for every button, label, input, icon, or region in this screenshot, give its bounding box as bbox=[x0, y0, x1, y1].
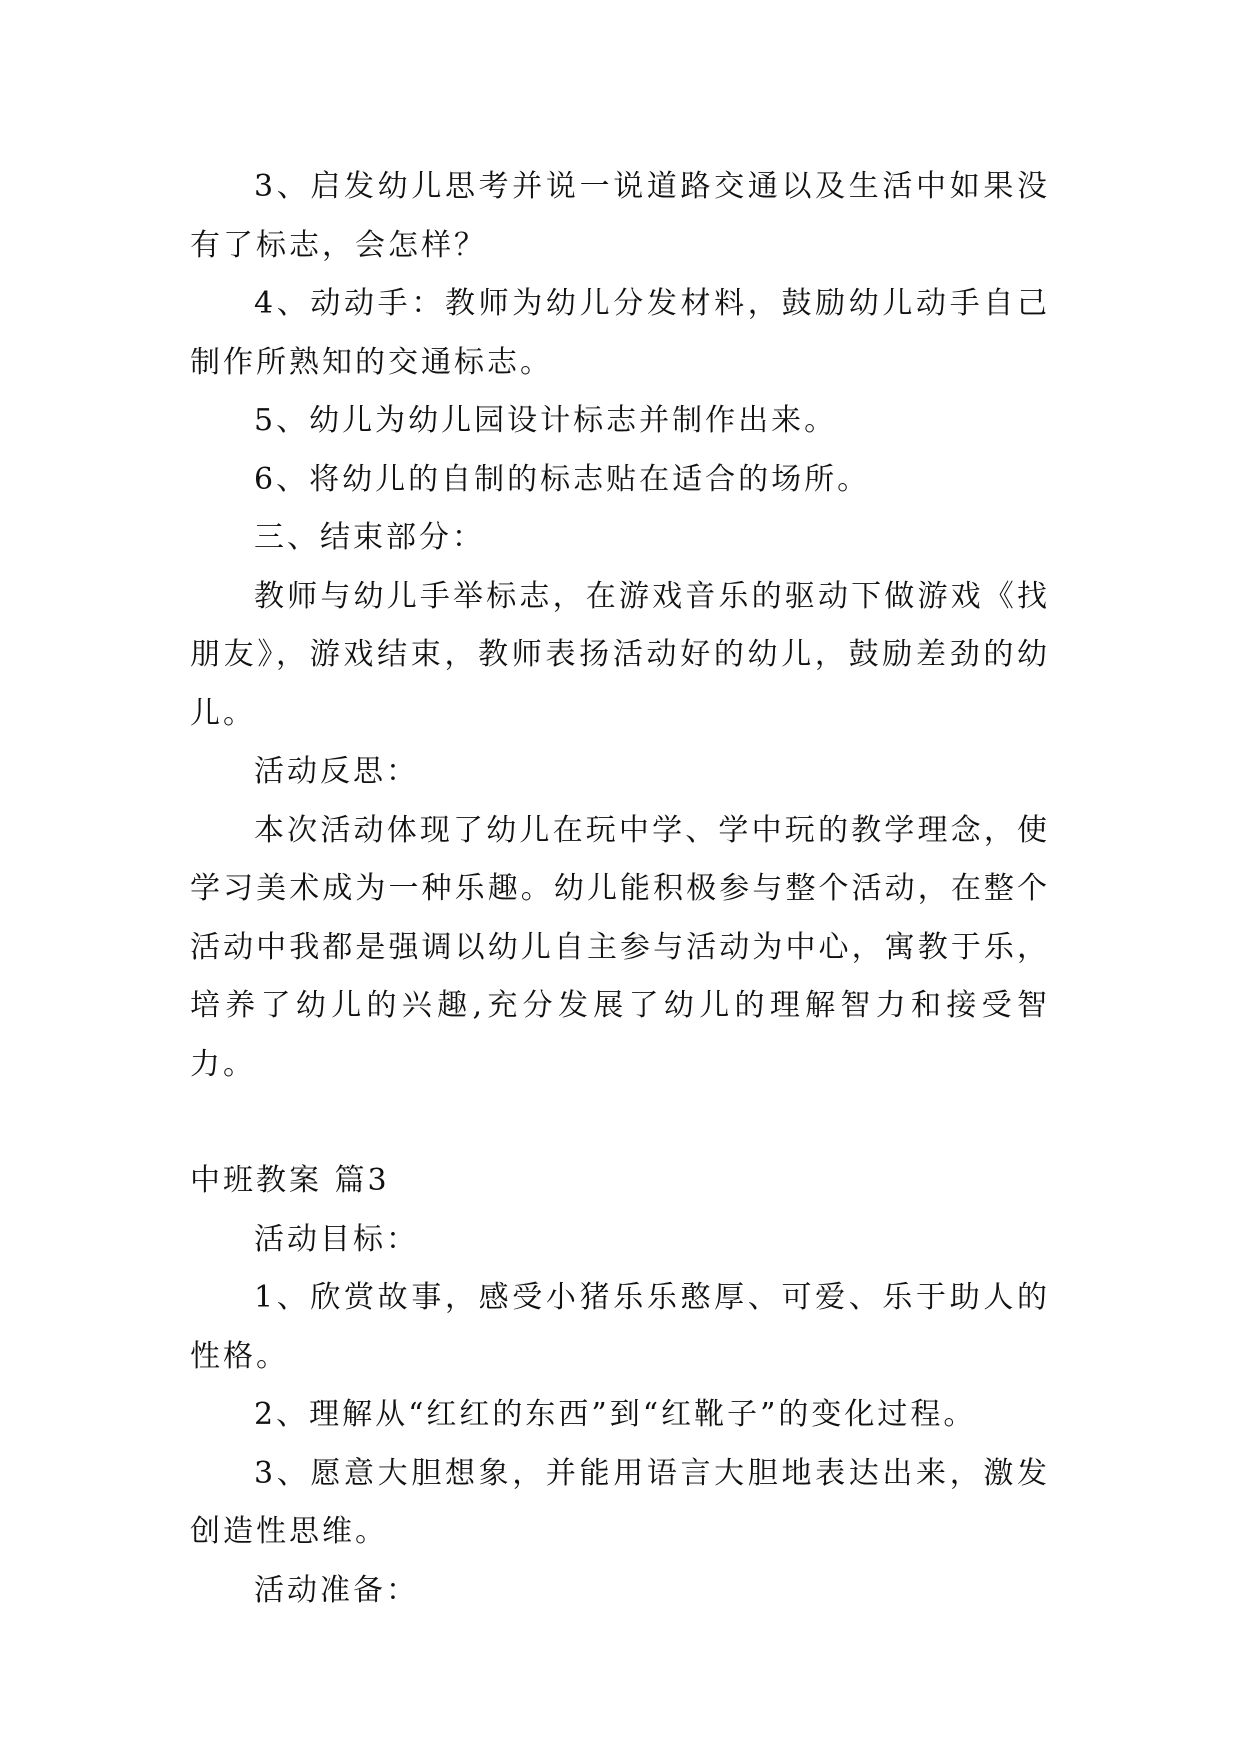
paragraph-goal-2: 2、理解从“红红的东西”到“红靴子”的变化过程。 bbox=[254, 1397, 977, 1432]
paragraph-ending-game: 教师与幼儿手举标志，在游戏音乐的驱动下做游戏《找朋友》，游戏结束，教师表扬活动好的幼儿，鼓励差劲的幼儿。 bbox=[190, 578, 1050, 731]
document-body bbox=[190, 158, 1050, 1620]
paragraph-goal-3: 3、愿意大胆想象，并能用语言大胆地表达出来，激发创造性思维。 bbox=[190, 1455, 1050, 1549]
paragraph-step-5: 5、幼儿为幼儿园设计标志并制作出来。 bbox=[254, 403, 838, 438]
subheading-ending-part: 三、结束部分： bbox=[254, 520, 485, 555]
subheading-activity-goals: 活动目标： bbox=[254, 1221, 419, 1257]
subheading-activity-preparation: 活动准备： bbox=[254, 1572, 419, 1608]
paragraph-goal-1: 1、欣赏故事，感受小猪乐乐憨厚、可爱、乐于助人的性格。 bbox=[190, 1280, 1050, 1374]
section-gap bbox=[190, 1094, 1050, 1152]
subheading-reflection: 活动反思： bbox=[254, 754, 419, 789]
paragraph-step-3: 3、启发幼儿思考并说一说道路交通以及生活中如果没有了标志，会怎样？ bbox=[190, 169, 1050, 263]
section-heading: 中班教案 篇3 bbox=[190, 1163, 390, 1198]
paragraph-step-4: 4、动动手：教师为幼儿分发材料，鼓励幼儿动手自己制作所熟知的交通标志。 bbox=[190, 286, 1050, 380]
paragraph-reflection: 本次活动体现了幼儿在玩中学、学中玩的教学理念，使学习美术成为一种乐趣。幼儿能积极参与整个活动，在整个活动中我都是强调以幼儿自主参与活动为中心，寓教于乐，培养了幼儿的兴趣,充分发展了幼儿的理解智力和接受智力。 bbox=[190, 812, 1050, 1082]
paragraph-step-6: 6、将幼儿的自制的标志贴在适合的场所。 bbox=[254, 461, 871, 497]
